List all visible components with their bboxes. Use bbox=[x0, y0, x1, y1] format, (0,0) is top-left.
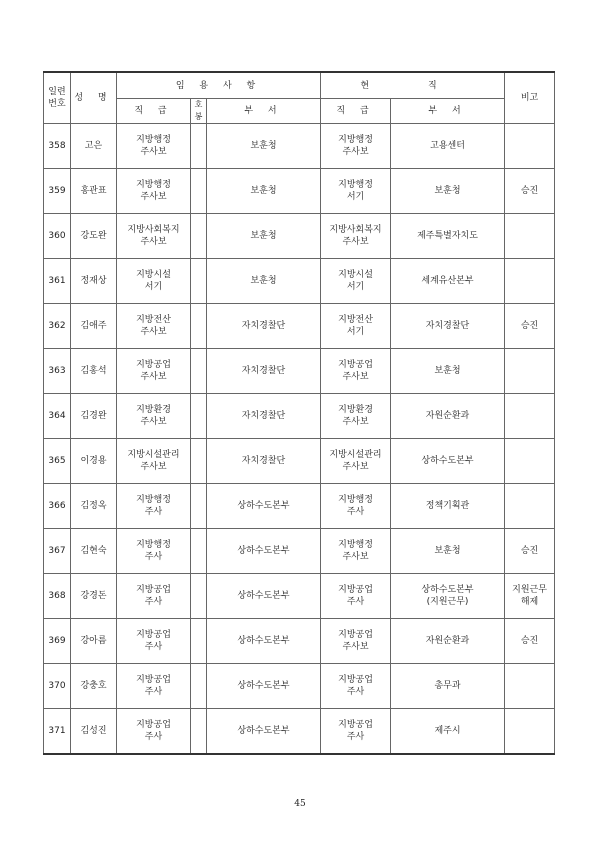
appointment-dept-cell: 자치경찰단 bbox=[207, 349, 321, 394]
serial-cell: 360 bbox=[44, 214, 71, 259]
name-cell: 김성진 bbox=[71, 709, 117, 755]
table-body bbox=[44, 124, 555, 755]
name-cell: 강경돈 bbox=[71, 574, 117, 619]
current-dept-cell: 제주특별자치도 bbox=[391, 214, 505, 259]
appointment-dept-cell: 자치경찰단 bbox=[207, 439, 321, 484]
serial-cell: 368 bbox=[44, 574, 71, 619]
current-dept-cell: 세계유산본부 bbox=[391, 259, 505, 304]
serial-cell: 358 bbox=[44, 124, 71, 169]
appointment-step-cell bbox=[191, 214, 207, 259]
current-dept-cell: 보훈청 bbox=[391, 349, 505, 394]
appointment-grade-cell: 지방환경 주사보 bbox=[117, 394, 191, 439]
table-row bbox=[44, 709, 555, 755]
current-grade-cell: 지방공업 주사 bbox=[321, 664, 391, 709]
appointment-step-cell bbox=[191, 619, 207, 664]
current-grade-cell: 지방행정 주사보 bbox=[321, 529, 391, 574]
header-current-grade: 직 급 bbox=[321, 99, 391, 124]
serial-cell: 367 bbox=[44, 529, 71, 574]
appointment-step-cell bbox=[191, 304, 207, 349]
appointment-dept-cell: 상하수도본부 bbox=[207, 664, 321, 709]
table-row bbox=[44, 349, 555, 394]
appointment-step-cell bbox=[191, 124, 207, 169]
appointment-step-cell bbox=[191, 169, 207, 214]
appointment-grade-cell: 지방행정 주사 bbox=[117, 484, 191, 529]
current-grade-cell: 지방공업 주사 bbox=[321, 709, 391, 755]
current-dept-cell: 보훈청 bbox=[391, 169, 505, 214]
table-row bbox=[44, 484, 555, 529]
current-dept-cell: 정책기획관 bbox=[391, 484, 505, 529]
current-grade-cell: 지방행정 주사보 bbox=[321, 124, 391, 169]
header-appointment-step: 호봉 bbox=[191, 99, 207, 124]
serial-cell: 369 bbox=[44, 619, 71, 664]
header-appointment: 임 용 사 항 bbox=[117, 72, 321, 99]
appointment-step-cell bbox=[191, 529, 207, 574]
name-cell: 정재상 bbox=[71, 259, 117, 304]
appointment-step-cell bbox=[191, 394, 207, 439]
appointment-grade-cell: 지방행정 주사보 bbox=[117, 169, 191, 214]
name-cell: 강아름 bbox=[71, 619, 117, 664]
appointment-step-cell bbox=[191, 709, 207, 755]
serial-cell: 361 bbox=[44, 259, 71, 304]
appointment-grade-cell: 지방시설관리 주사보 bbox=[117, 439, 191, 484]
serial-cell: 359 bbox=[44, 169, 71, 214]
table-row bbox=[44, 574, 555, 619]
note-cell bbox=[505, 709, 555, 755]
appointment-grade-cell: 지방공업 주사보 bbox=[117, 349, 191, 394]
name-cell: 김애주 bbox=[71, 304, 117, 349]
appointment-dept-cell: 보훈청 bbox=[207, 124, 321, 169]
current-grade-cell: 지방공업 주사 bbox=[321, 574, 391, 619]
appointment-step-cell bbox=[191, 439, 207, 484]
name-cell: 이경용 bbox=[71, 439, 117, 484]
table-row bbox=[44, 529, 555, 574]
appointment-grade-cell: 지방시설 서기 bbox=[117, 259, 191, 304]
header-current: 현 직 bbox=[321, 72, 505, 99]
note-cell: 승진 bbox=[505, 169, 555, 214]
table-row bbox=[44, 619, 555, 664]
table-row bbox=[44, 394, 555, 439]
appointment-grade-cell: 지방공업 주사 bbox=[117, 619, 191, 664]
serial-cell: 366 bbox=[44, 484, 71, 529]
note-cell bbox=[505, 394, 555, 439]
header-name: 성 명 bbox=[71, 72, 117, 124]
appointment-grade-cell: 지방전산 주사보 bbox=[117, 304, 191, 349]
name-cell: 강도완 bbox=[71, 214, 117, 259]
appointment-grade-cell: 지방공업 주사 bbox=[117, 709, 191, 755]
name-cell: 김홍석 bbox=[71, 349, 117, 394]
appointment-grade-cell: 지방행정 주사보 bbox=[117, 124, 191, 169]
note-cell bbox=[505, 664, 555, 709]
appointment-step-cell bbox=[191, 664, 207, 709]
name-cell: 김경완 bbox=[71, 394, 117, 439]
current-grade-cell: 지방시설관리 주사보 bbox=[321, 439, 391, 484]
appointment-dept-cell: 상하수도본부 bbox=[207, 619, 321, 664]
current-dept-cell: 보훈청 bbox=[391, 529, 505, 574]
appointment-dept-cell: 자치경찰단 bbox=[207, 394, 321, 439]
table-row bbox=[44, 439, 555, 484]
appointment-dept-cell: 보훈청 bbox=[207, 214, 321, 259]
appointment-step-cell bbox=[191, 259, 207, 304]
current-grade-cell: 지방환경 주사보 bbox=[321, 394, 391, 439]
appointment-grade-cell: 지방사회복지 주사보 bbox=[117, 214, 191, 259]
personnel-table bbox=[43, 71, 555, 755]
note-cell: 승진 bbox=[505, 304, 555, 349]
header-current-dept: 부 서 bbox=[391, 99, 505, 124]
appointment-dept-cell: 보훈청 bbox=[207, 259, 321, 304]
serial-cell: 364 bbox=[44, 394, 71, 439]
name-cell: 김현숙 bbox=[71, 529, 117, 574]
table-row bbox=[44, 214, 555, 259]
current-dept-cell: 상하수도본부 (지원근무) bbox=[391, 574, 505, 619]
current-dept-cell: 제주시 bbox=[391, 709, 505, 755]
appointment-step-cell bbox=[191, 484, 207, 529]
name-cell: 홍관표 bbox=[71, 169, 117, 214]
name-cell: 김정옥 bbox=[71, 484, 117, 529]
appointment-dept-cell: 상하수도본부 bbox=[207, 574, 321, 619]
appointment-dept-cell: 상하수도본부 bbox=[207, 709, 321, 755]
current-grade-cell: 지방행정 주사 bbox=[321, 484, 391, 529]
header-appointment-grade: 직 급 bbox=[117, 99, 191, 124]
appointment-grade-cell: 지방공업 주사 bbox=[117, 664, 191, 709]
appointment-step-cell bbox=[191, 574, 207, 619]
table-row bbox=[44, 169, 555, 214]
table-row bbox=[44, 259, 555, 304]
appointment-dept-cell: 보훈청 bbox=[207, 169, 321, 214]
table-row bbox=[44, 124, 555, 169]
serial-cell: 370 bbox=[44, 664, 71, 709]
appointment-dept-cell: 자치경찰단 bbox=[207, 304, 321, 349]
note-cell bbox=[505, 124, 555, 169]
note-cell: 승진 bbox=[505, 529, 555, 574]
table-row bbox=[44, 304, 555, 349]
table-row bbox=[44, 664, 555, 709]
current-dept-cell: 자원순환과 bbox=[391, 394, 505, 439]
current-grade-cell: 지방사회복지 주사보 bbox=[321, 214, 391, 259]
header-serial: 일련번호 bbox=[44, 72, 71, 124]
header-note: 비고 bbox=[505, 72, 555, 124]
note-cell bbox=[505, 349, 555, 394]
current-grade-cell: 지방행정 서기 bbox=[321, 169, 391, 214]
header-appointment-dept: 부 서 bbox=[207, 99, 321, 124]
serial-cell: 362 bbox=[44, 304, 71, 349]
note-cell bbox=[505, 259, 555, 304]
note-cell: 승진 bbox=[505, 619, 555, 664]
appointment-grade-cell: 지방공업 주사 bbox=[117, 574, 191, 619]
name-cell: 강충호 bbox=[71, 664, 117, 709]
appointment-grade-cell: 지방행정 주사 bbox=[117, 529, 191, 574]
serial-cell: 363 bbox=[44, 349, 71, 394]
note-cell bbox=[505, 214, 555, 259]
appointment-dept-cell: 상하수도본부 bbox=[207, 484, 321, 529]
appointment-dept-cell: 상하수도본부 bbox=[207, 529, 321, 574]
current-dept-cell: 자원순환과 bbox=[391, 619, 505, 664]
note-cell bbox=[505, 439, 555, 484]
current-grade-cell: 지방공업 주사보 bbox=[321, 349, 391, 394]
current-dept-cell: 고용센터 bbox=[391, 124, 505, 169]
current-grade-cell: 지방시설 서기 bbox=[321, 259, 391, 304]
note-cell bbox=[505, 484, 555, 529]
serial-cell: 371 bbox=[44, 709, 71, 755]
current-grade-cell: 지방전산 서기 bbox=[321, 304, 391, 349]
name-cell: 고은 bbox=[71, 124, 117, 169]
current-dept-cell: 자치경찰단 bbox=[391, 304, 505, 349]
serial-cell: 365 bbox=[44, 439, 71, 484]
page-number: 45 bbox=[294, 799, 306, 809]
current-dept-cell: 총무과 bbox=[391, 664, 505, 709]
current-grade-cell: 지방공업 주사보 bbox=[321, 619, 391, 664]
note-cell: 지원근무 해제 bbox=[505, 574, 555, 619]
current-dept-cell: 상하수도본부 bbox=[391, 439, 505, 484]
appointment-step-cell bbox=[191, 349, 207, 394]
